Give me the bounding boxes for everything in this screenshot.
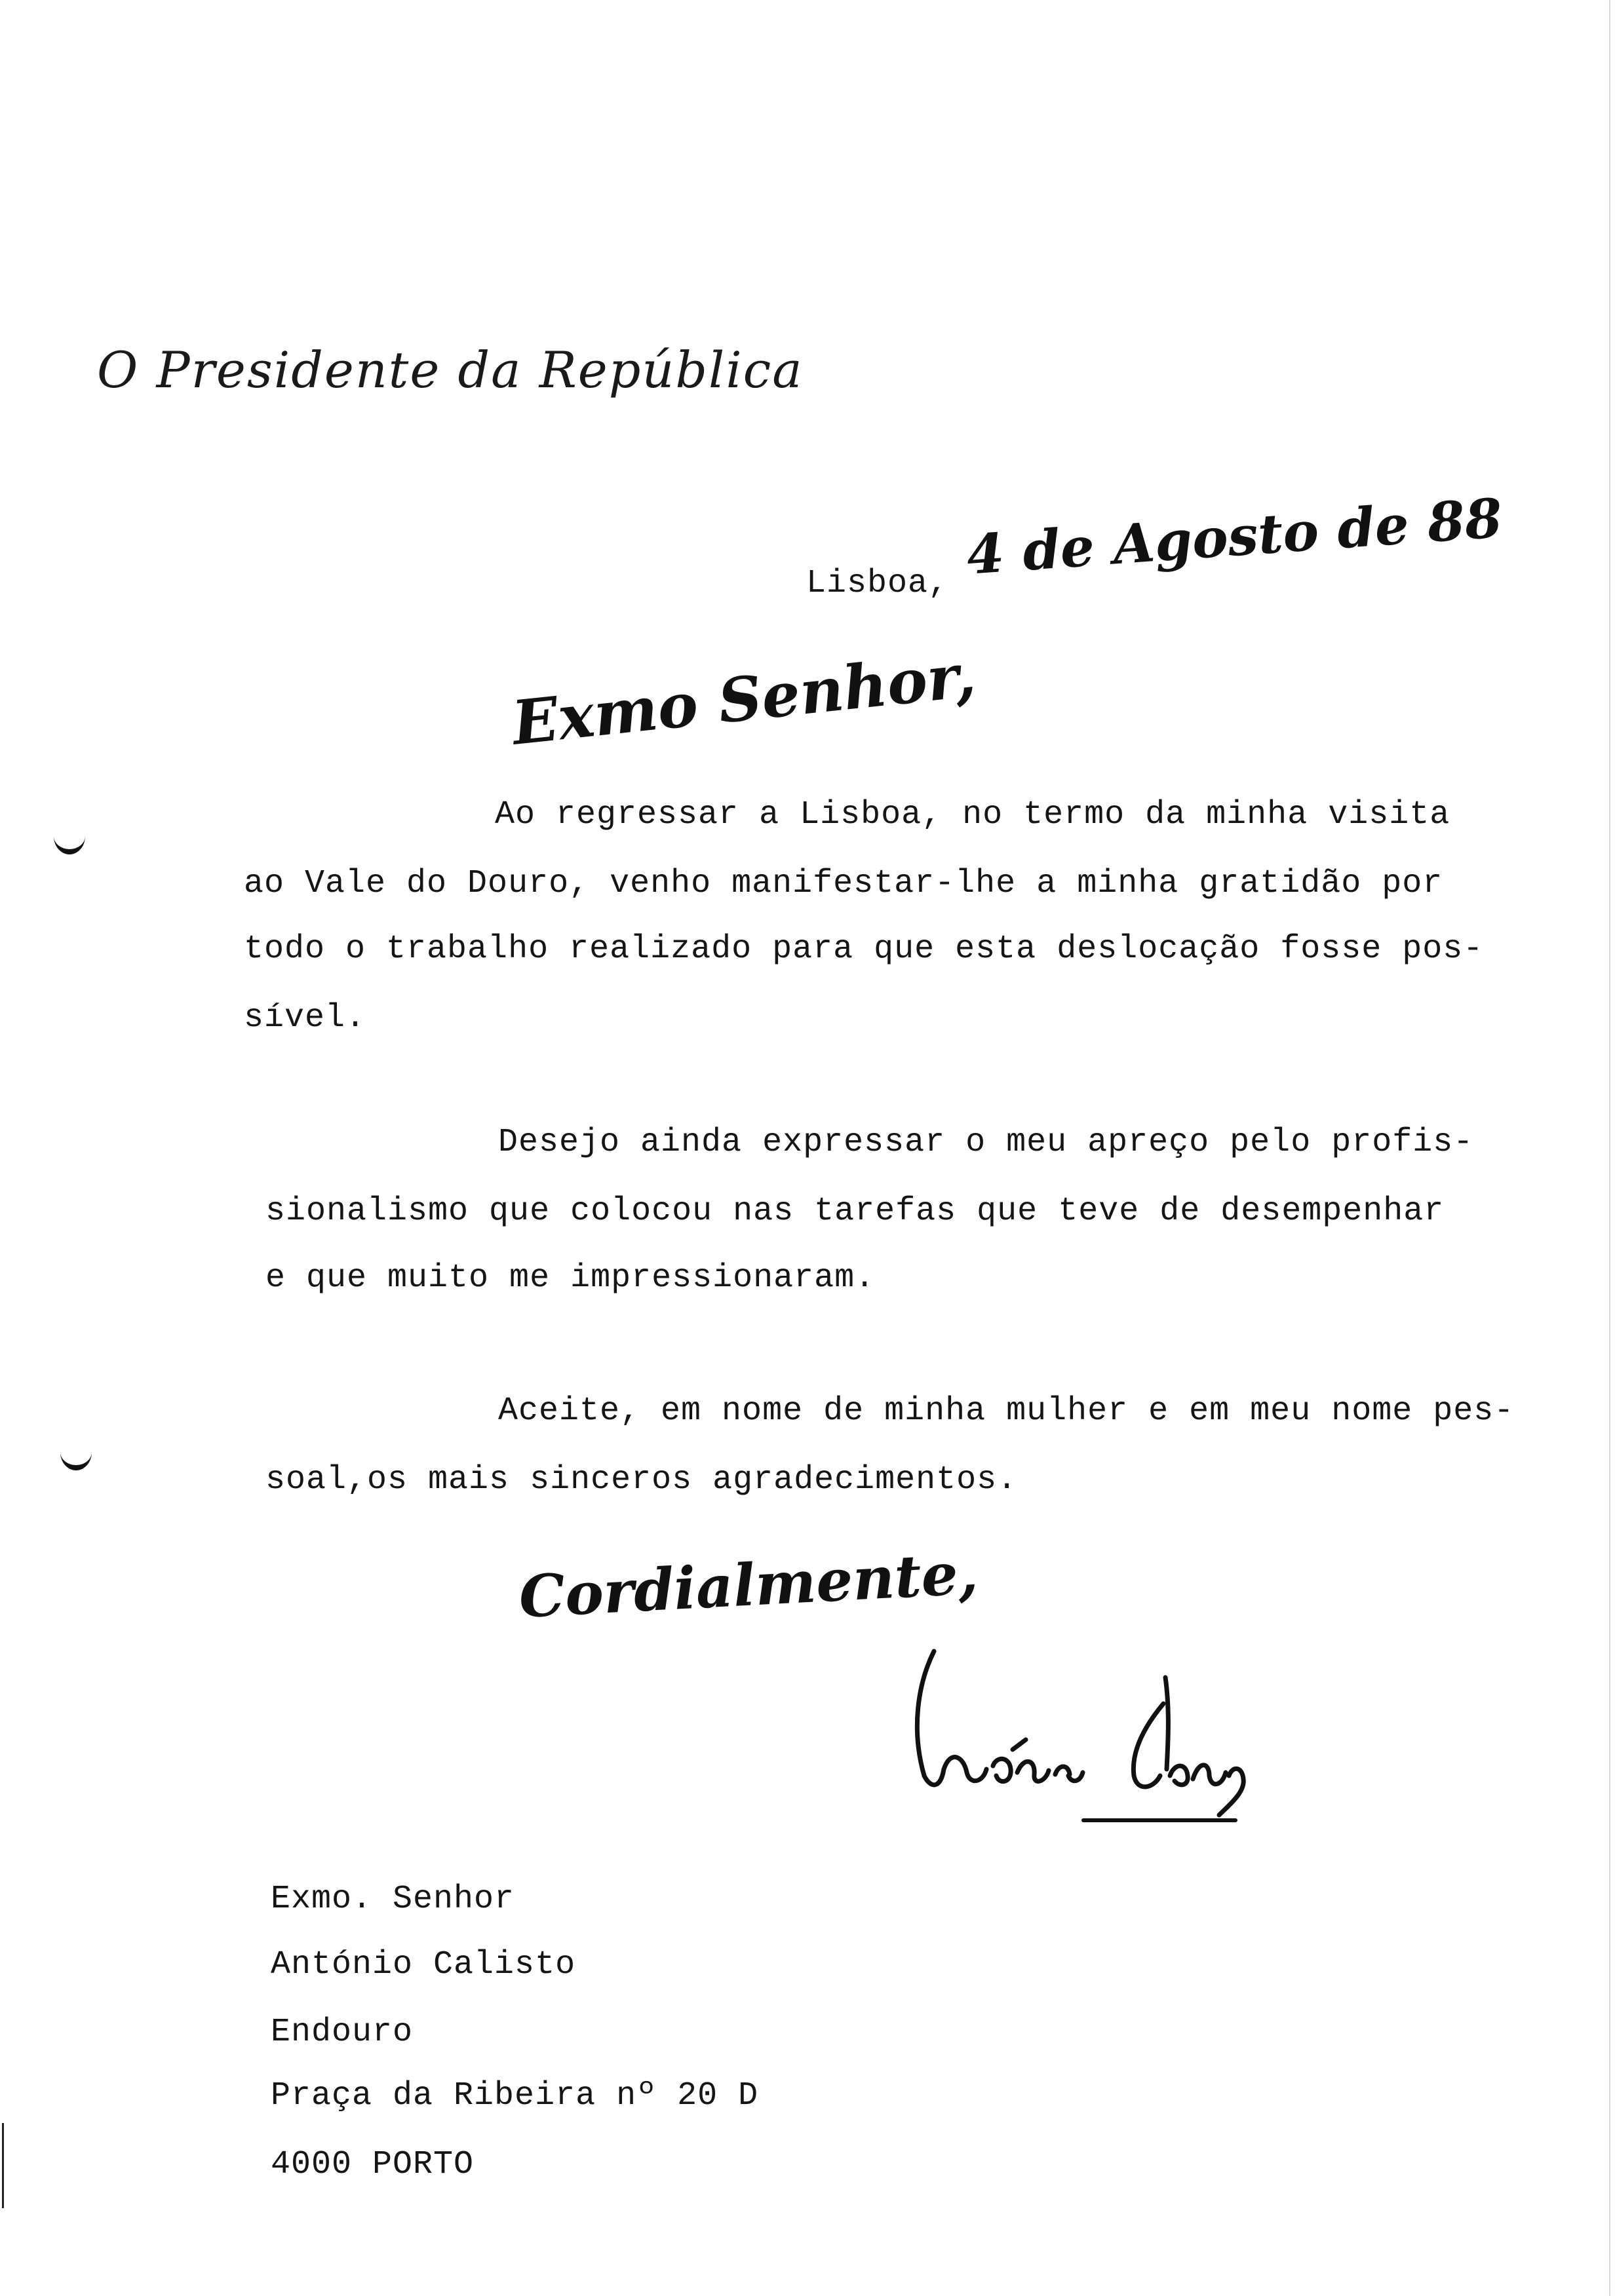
page-left-mark — [2, 2123, 4, 2208]
body-line: sionalismo que colocou nas tarefas que teve de desempenhar — [265, 1193, 1445, 1230]
letterhead: O Presidente da República — [97, 341, 804, 399]
address-line: António Calisto — [271, 1946, 576, 1983]
address-line: Endouro — [271, 2014, 414, 2051]
body-line: soal,os mais sinceros agradecimentos. — [265, 1461, 1018, 1499]
punch-hole-mark — [60, 1434, 92, 1470]
body-line: todo o trabalho realizado para que esta deslocação fosse pos- — [244, 930, 1484, 968]
address-line: 4000 PORTO — [271, 2146, 475, 2183]
body-line: ao Vale do Douro, venho manifestar-lhe a minha gratidão por — [244, 865, 1443, 902]
signature — [872, 1625, 1252, 1822]
page-edge-line — [1609, 0, 1610, 2296]
body-line: sível. — [244, 999, 366, 1037]
body-line: Aceite, em nome de minha mulher e em meu nome pes- — [498, 1392, 1515, 1430]
date-handwritten: 4 de Agosto de 88 — [964, 487, 1505, 587]
address-line: Exmo. Senhor — [271, 1881, 515, 1918]
body-line: Ao regressar a Lisboa, no termo da minha visita — [495, 796, 1450, 833]
body-line: Desejo ainda expressar o meu apreço pelo profis- — [498, 1124, 1474, 1161]
date-label: Lisboa, — [806, 565, 949, 602]
closing: Cordialmente, — [517, 1539, 980, 1631]
address-line: Praça da Ribeira nº 20 D — [271, 2077, 759, 2114]
signature-underline — [1081, 1818, 1237, 1822]
punch-hole-mark — [54, 818, 85, 854]
body-line: e que muito me impressionaram. — [265, 1259, 876, 1297]
salutation: Exmo Senhor, — [509, 640, 979, 759]
